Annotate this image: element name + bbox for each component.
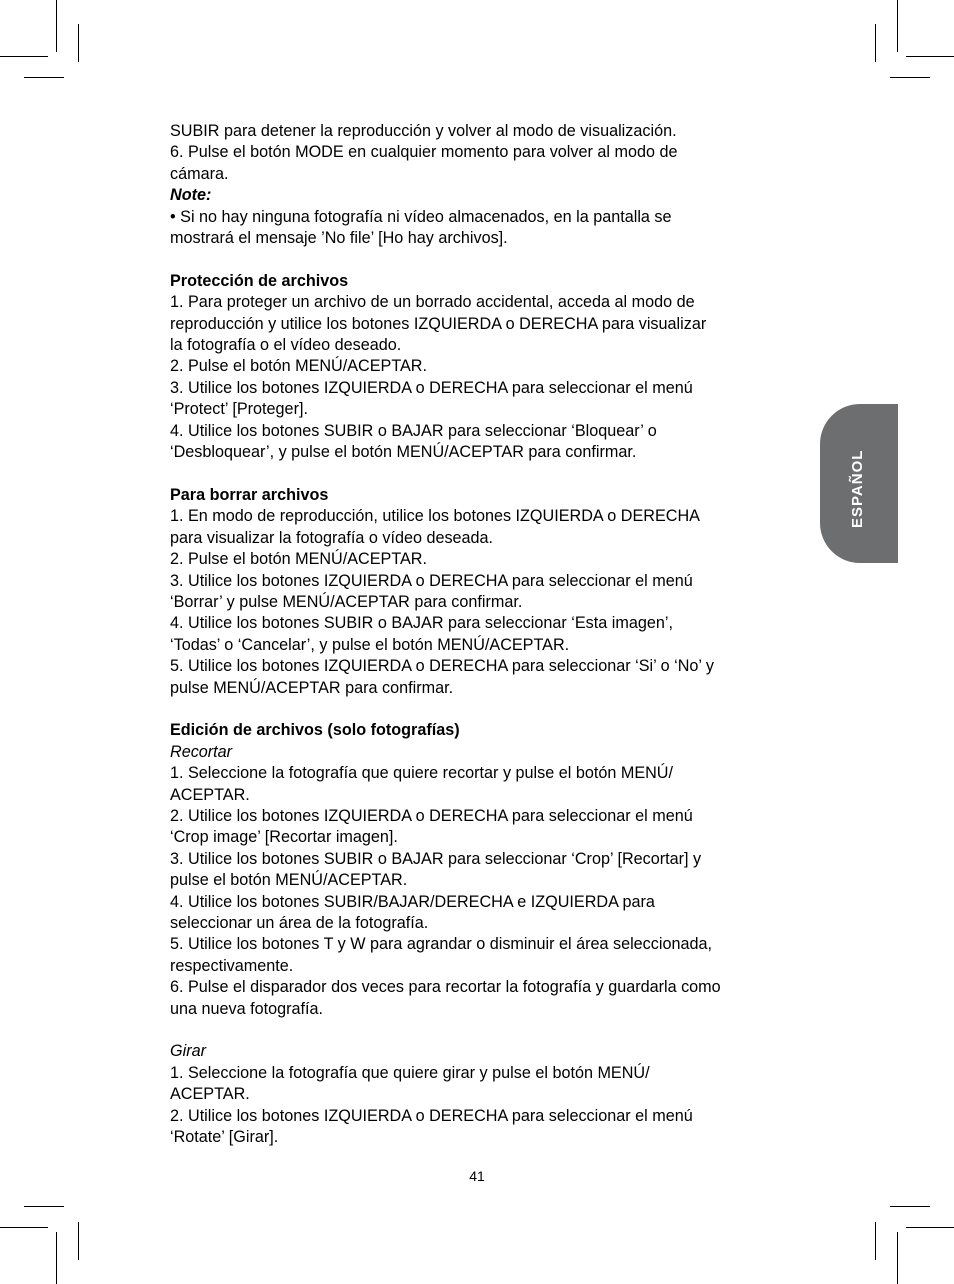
text-line: ‘Desbloquear’, y pulse el botón MENÚ/ACEPTAR para confirmar. <box>170 443 637 462</box>
section-heading: Protección de archivos <box>170 271 349 290</box>
crop-mark <box>897 1232 898 1284</box>
blank-line <box>170 699 820 720</box>
crop-mark <box>56 0 57 52</box>
text-line: 3. Utilice los botones IZQUIERDA o DERECHA para seleccionar el menú <box>170 378 693 397</box>
crop-mark <box>875 24 876 62</box>
subsection-heading: Girar <box>170 1042 206 1061</box>
text-line: ‘Todas’ o ‘Cancelar’, y pulse el botón MENÚ/ACEPTAR. <box>170 635 570 654</box>
crop-mark <box>0 1227 48 1228</box>
text-line: ‘Crop image’ [Recortar imagen]. <box>170 828 398 847</box>
text-line: 6. Pulse el botón MODE en cualquier momento para volver al modo de <box>170 143 678 162</box>
blank-line <box>170 1020 820 1041</box>
crop-mark <box>906 1227 954 1228</box>
text-line: 4. Utilice los botones SUBIR/BAJAR/DERECHA e IZQUIERDA para <box>170 892 655 911</box>
section-heading: Para borrar archivos <box>170 485 329 504</box>
section-heading: Edición de archivos (solo fotografías) <box>170 721 460 740</box>
crop-mark <box>906 56 954 57</box>
text-line: 1. Seleccione la fotografía que quiere girar y pulse el botón MENÚ/ <box>170 1063 650 1082</box>
text-line: 3. Utilice los botones IZQUIERDA o DERECHA para seleccionar el menú <box>170 571 693 590</box>
text-line: reproducción y utilice los botones IZQUIERDA o DERECHA para visualizar <box>170 314 707 333</box>
text-line: respectivamente. <box>170 956 294 975</box>
text-line: 2. Utilice los botones IZQUIERDA o DERECHA para seleccionar el menú <box>170 1106 693 1125</box>
text-line: 4. Utilice los botones SUBIR o BAJAR para seleccionar ‘Esta imagen’, <box>170 614 673 633</box>
text-line: ACEPTAR. <box>170 1085 250 1104</box>
crop-mark <box>0 56 48 57</box>
text-line: 4. Utilice los botones SUBIR o BAJAR para seleccionar ‘Bloquear’ o <box>170 421 657 440</box>
crop-mark <box>56 1232 57 1284</box>
text-line: seleccionar un área de la fotografía. <box>170 913 429 932</box>
note-heading: Note: <box>170 186 212 205</box>
crop-mark <box>890 1206 930 1207</box>
text-line: 2. Utilice los botones IZQUIERDA o DERECHA para seleccionar el menú <box>170 806 693 825</box>
crop-mark <box>24 77 64 78</box>
text-line: ‘Borrar’ y pulse MENÚ/ACEPTAR para confirmar. <box>170 592 523 611</box>
text-line: cámara. <box>170 164 229 183</box>
language-tab-label: ESPAÑOL <box>849 449 866 528</box>
text-line: 6. Pulse el disparador dos veces para recortar la fotografía y guardarla como <box>170 978 721 997</box>
crop-mark <box>890 77 930 78</box>
text-line: mostrará el mensaje ’No file’ [Ho hay archivos]. <box>170 229 508 248</box>
text-line: pulse el botón MENÚ/ACEPTAR. <box>170 871 408 890</box>
text-line: 1. En modo de reproducción, utilice los botones IZQUIERDA o DERECHA <box>170 507 700 526</box>
text-line: una nueva fotografía. <box>170 999 323 1018</box>
text-line: ‘Protect’ [Proteger]. <box>170 400 308 419</box>
text-line: 2. Pulse el botón MENÚ/ACEPTAR. <box>170 357 427 376</box>
crop-mark <box>78 1222 79 1260</box>
blank-line <box>170 249 820 270</box>
text-line: 3. Utilice los botones SUBIR o BAJAR para seleccionar ‘Crop’ [Recortar] y <box>170 849 702 868</box>
text-line: para visualizar la fotografía o vídeo deseada. <box>170 528 494 547</box>
text-line: SUBIR para detener la reproducción y volver al modo de visualización. <box>170 122 677 140</box>
text-line: 5. Utilice los botones IZQUIERDA o DERECHA para seleccionar ‘Si’ o ‘No’ y <box>170 657 714 676</box>
text-line: ‘Rotate’ [Girar]. <box>170 1128 279 1147</box>
text-line: • Si no hay ninguna fotografía ni vídeo almacenados, en la pantalla se <box>170 207 672 226</box>
blank-line <box>170 463 820 484</box>
text-line: ACEPTAR. <box>170 785 250 804</box>
crop-mark <box>78 24 79 62</box>
text-line: la fotografía o el vídeo deseado. <box>170 336 402 355</box>
text-line: 5. Utilice los botones T y W para agrandar o disminuir el área seleccionada, <box>170 935 712 954</box>
text-line: 1. Para proteger un archivo de un borrado accidental, acceda al modo de <box>170 293 695 312</box>
text-line: pulse MENÚ/ACEPTAR para confirmar. <box>170 678 454 697</box>
crop-mark <box>875 1222 876 1260</box>
text-line: 1. Seleccione la fotografía que quiere recortar y pulse el botón MENÚ/ <box>170 764 673 783</box>
text-line: 2. Pulse el botón MENÚ/ACEPTAR. <box>170 550 427 569</box>
page-number: 41 <box>469 1168 485 1184</box>
subsection-heading: Recortar <box>170 742 233 761</box>
document-body <box>170 121 820 1148</box>
crop-mark <box>897 0 898 52</box>
crop-mark <box>24 1206 64 1207</box>
